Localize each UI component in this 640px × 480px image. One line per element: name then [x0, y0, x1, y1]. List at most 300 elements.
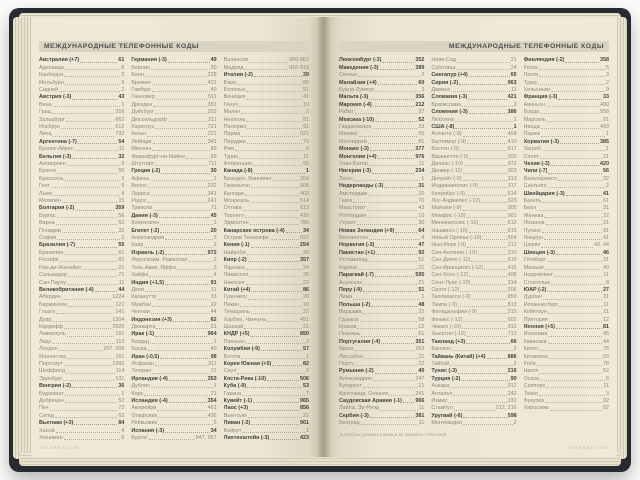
phone-code: 3	[421, 86, 425, 93]
country-code-row	[224, 435, 309, 442]
phone-code: 12	[418, 323, 425, 330]
phone-code: 254	[299, 242, 309, 249]
place-name: Австралия (+7)	[39, 57, 80, 64]
phone-code: 81	[418, 138, 425, 145]
place-name: Рейкьявик	[131, 420, 158, 427]
phone-code: 7	[305, 390, 309, 397]
dot-leader	[546, 106, 599, 107]
city-code-row	[39, 427, 124, 434]
country-code-row	[431, 375, 516, 382]
country-code-row	[339, 338, 424, 345]
place-name: Грац	[39, 109, 51, 116]
dot-leader	[361, 424, 418, 425]
codes-column-1	[39, 57, 124, 442]
city-code-row	[524, 361, 609, 368]
dot-leader	[467, 217, 507, 218]
phone-code: 721	[207, 123, 217, 130]
dot-leader	[267, 380, 299, 381]
phone-code: 305	[507, 205, 517, 212]
phone-code: 1	[305, 427, 309, 434]
place-name: Лозанна	[523, 220, 545, 227]
phone-code: 615	[507, 227, 517, 234]
country-code-row	[339, 250, 424, 257]
city-code-row	[431, 116, 516, 123]
place-name: Турин	[223, 153, 239, 160]
country-code-row	[431, 109, 516, 116]
dot-leader	[251, 424, 299, 425]
city-code-row	[431, 138, 516, 145]
phone-code: 20	[418, 190, 425, 197]
phone-code: 602	[507, 316, 517, 323]
phone-code: 11	[418, 420, 425, 427]
place-name: Хайфа	[131, 272, 149, 279]
dot-leader	[471, 284, 506, 285]
phone-code: 312	[507, 383, 517, 390]
dot-leader	[547, 261, 602, 262]
phone-code: 1	[213, 338, 217, 345]
country-code-row	[131, 427, 216, 434]
place-name: Будапешт	[39, 390, 64, 397]
phone-code: 92	[602, 398, 609, 404]
city-code-row	[131, 116, 216, 123]
dot-leader	[463, 417, 506, 418]
dot-leader	[540, 113, 599, 114]
city-code-row	[339, 383, 424, 390]
phone-code: 32	[118, 153, 125, 160]
city-code-row	[224, 353, 309, 360]
place-name: Нью-Йорк (-9)	[431, 242, 466, 249]
city-code-row	[431, 87, 516, 94]
city-code-row	[39, 198, 124, 205]
dot-leader	[539, 69, 605, 70]
country-code-row	[224, 398, 309, 405]
page-title-text: МЕЖДУНАРОДНЫЕ ТЕЛЕФОННЫЕ КОДЫ	[44, 43, 200, 50]
phone-code: 11	[511, 86, 517, 93]
country-code-row	[131, 279, 216, 286]
city-code-row	[431, 390, 516, 397]
phone-code: 972	[207, 249, 217, 256]
phone-code: 91	[602, 227, 609, 234]
dot-leader	[160, 232, 209, 233]
phone-code: 81	[118, 257, 125, 264]
place-name: Дюссельдорф	[131, 116, 167, 123]
place-name: Гданьск	[339, 316, 359, 323]
phone-code: 11	[418, 161, 425, 167]
place-name: Ирландия (-4)	[131, 375, 168, 382]
dot-leader	[463, 210, 507, 211]
phone-code: 51	[418, 286, 425, 293]
place-name: Сингапур (+4)	[431, 72, 468, 79]
phone-code: 81	[302, 116, 309, 123]
dot-leader	[363, 313, 418, 314]
place-name: Ханой	[39, 427, 55, 434]
phone-code: 40	[210, 346, 217, 353]
phone-code: 2	[513, 360, 517, 367]
phone-code: 358	[599, 57, 609, 64]
dot-leader	[545, 269, 602, 270]
dot-leader	[453, 395, 506, 396]
place-name: Саудовская Аравия (-1)	[339, 398, 402, 404]
dot-leader	[52, 343, 114, 344]
place-name: Феникс (-12)	[431, 316, 463, 323]
city-code-row	[39, 346, 124, 353]
city-code-row	[39, 79, 124, 86]
city-code-row	[39, 264, 124, 271]
phone-code: 2392	[112, 360, 125, 367]
phone-code: 2920	[112, 323, 125, 330]
dot-leader	[67, 165, 121, 166]
phone-code: 33	[418, 123, 425, 130]
phone-code: 207, 208	[103, 346, 125, 353]
dot-leader	[357, 328, 417, 329]
phone-code: 11	[118, 279, 125, 286]
dot-leader	[65, 402, 118, 403]
phone-code: 1	[513, 116, 517, 123]
place-name: Утрехт	[339, 220, 356, 227]
dot-leader	[538, 84, 605, 85]
dot-leader	[188, 261, 212, 262]
place-name: Чикаго (-10)	[431, 323, 462, 330]
city-code-row	[339, 390, 424, 397]
dot-leader	[363, 387, 417, 388]
phone-code: 1	[213, 383, 217, 390]
place-name: Гаага	[339, 198, 353, 205]
dot-leader	[74, 424, 117, 425]
place-name: Тегеран	[131, 368, 152, 375]
city-code-row	[39, 109, 124, 116]
city-code-row	[131, 294, 216, 301]
phone-code: 232	[207, 183, 217, 190]
place-name: Тайвань (Китай) (+4)	[431, 353, 486, 360]
place-name: Кельн	[131, 131, 147, 138]
dot-leader	[267, 321, 299, 322]
dot-leader	[541, 247, 593, 248]
place-name: Лаос (+3)	[223, 405, 249, 412]
dot-leader	[64, 76, 120, 77]
dot-leader	[65, 395, 121, 396]
phone-code: 9	[121, 183, 125, 190]
dot-leader	[240, 306, 302, 307]
place-name: Зальцбург	[39, 116, 65, 123]
city-code-row	[39, 190, 124, 197]
place-name: Мумбаи	[131, 301, 152, 308]
dot-leader	[177, 269, 213, 270]
dot-leader	[67, 336, 115, 337]
country-code-row	[224, 383, 309, 390]
place-name: Финляндия (-2)	[523, 57, 565, 64]
phone-code: 2	[513, 101, 517, 108]
phone-code: 58	[418, 316, 425, 323]
phone-code: 964	[207, 331, 217, 338]
place-name: Китакюсю	[523, 353, 549, 360]
place-name: Индия (+1,5)	[131, 279, 165, 286]
place-name: Люксембург (-3)	[339, 57, 382, 64]
phone-code: 65	[510, 72, 517, 79]
phone-code: 51	[418, 257, 425, 264]
country-code-row	[524, 287, 609, 294]
place-name: Германия (-3)	[131, 57, 167, 64]
city-code-row	[224, 79, 309, 86]
place-name: Неаполь	[223, 116, 246, 123]
dot-leader	[270, 439, 299, 440]
place-name: Ларнака	[223, 264, 245, 271]
dot-leader	[246, 284, 302, 285]
dot-leader	[244, 328, 302, 329]
place-name: Базель	[523, 198, 542, 205]
phone-code: 886	[507, 353, 517, 360]
country-code-row	[39, 420, 124, 427]
dot-leader	[249, 276, 302, 277]
dot-leader	[273, 180, 299, 181]
dot-leader	[403, 402, 414, 403]
dot-leader	[165, 432, 210, 433]
place-name: Ливан (-2)	[223, 420, 251, 427]
place-name: Хорватия (-3)	[523, 138, 559, 145]
dot-leader	[549, 336, 602, 337]
place-name: Багдад	[131, 338, 149, 345]
place-name: Нагоя	[523, 368, 539, 375]
dot-leader	[550, 410, 602, 411]
phone-code: 24	[302, 264, 309, 271]
phone-code: 43	[418, 205, 425, 212]
city-code-row	[524, 346, 609, 353]
city-code-row	[431, 294, 516, 301]
phone-code: 31	[602, 294, 609, 301]
country-code-row	[339, 153, 424, 160]
phone-code: 354	[207, 398, 217, 404]
city-code-row	[39, 309, 124, 316]
phone-code: 3	[121, 79, 125, 86]
city-code-row	[131, 309, 216, 316]
country-code-row	[431, 413, 516, 420]
notebook-cover	[9, 8, 631, 472]
place-name: Филадельфия (-9)	[431, 309, 477, 316]
place-name: Пловдив	[39, 227, 61, 234]
dot-leader	[382, 62, 414, 63]
city-code-row	[339, 176, 424, 183]
city-code-row	[431, 287, 516, 294]
place-name: Аделаида	[39, 64, 64, 71]
city-code-row	[431, 361, 516, 368]
dot-leader	[369, 165, 418, 166]
phone-code: 4	[121, 190, 125, 197]
time-difference-footnote: В скобках указана разница во времени с Москвой	[340, 432, 447, 437]
place-name: Мехико	[339, 131, 358, 138]
phone-code: 21	[602, 309, 609, 316]
dot-leader	[359, 136, 418, 137]
place-name: Линц	[39, 131, 52, 138]
country-code-row	[339, 368, 424, 375]
city-code-row	[224, 116, 309, 123]
spine-gutter	[317, 17, 331, 457]
dot-leader	[471, 261, 506, 262]
phone-code: 613	[299, 205, 309, 212]
country-code-row	[39, 94, 124, 101]
country-code-row	[224, 405, 309, 412]
country-code-row	[524, 57, 609, 64]
place-name: Брюгге	[39, 168, 57, 175]
place-name: Турку	[523, 79, 538, 86]
dot-leader	[368, 143, 417, 144]
dot-leader	[151, 195, 207, 196]
city-code-row	[524, 153, 609, 160]
phone-code: 493	[599, 123, 609, 130]
phone-code: 22	[210, 301, 217, 308]
place-name: Исфахан	[131, 360, 154, 367]
place-name: Гвадалахара	[339, 123, 372, 130]
phone-code: 30	[418, 220, 425, 227]
phone-code: 351	[207, 101, 217, 108]
phone-code: 121	[115, 301, 125, 308]
phone-code: 359	[115, 205, 125, 212]
phone-code: 850	[299, 331, 309, 338]
phone-code: 8	[605, 279, 609, 286]
phone-code: 91	[210, 279, 217, 286]
dot-leader	[72, 387, 117, 388]
dot-leader	[56, 432, 121, 433]
dot-leader	[59, 350, 103, 351]
dot-leader	[149, 276, 212, 277]
dot-leader	[159, 217, 210, 218]
dot-leader	[248, 261, 299, 262]
city-code-row	[431, 301, 516, 308]
dot-leader	[186, 158, 209, 159]
place-name: Ливерпуль	[39, 331, 66, 338]
dot-leader	[468, 99, 507, 100]
phone-code: 30	[210, 168, 217, 175]
phone-code: 3	[605, 390, 609, 397]
dot-leader	[554, 276, 602, 277]
dot-leader	[66, 373, 115, 374]
information-label-left: INFORMATION	[40, 446, 80, 450]
city-code-row	[224, 213, 309, 220]
country-code-row	[339, 287, 424, 294]
country-code-row	[339, 101, 424, 108]
phone-code: 253	[415, 346, 425, 353]
phone-code: 421	[207, 79, 217, 86]
place-name: Испания (-3)	[131, 427, 165, 434]
place-name: Сеул	[223, 368, 237, 375]
dot-leader	[469, 113, 507, 114]
country-code-row	[39, 383, 124, 390]
page-title-text: МЕЖДУНАРОДНЫЕ ТЕЛЕФОННЫЕ КОДЫ	[448, 43, 604, 50]
phone-code: 341	[207, 190, 217, 197]
place-name: Иокогама	[523, 331, 548, 338]
place-name: Измир	[431, 398, 448, 404]
place-name: Никосия	[223, 279, 245, 286]
city-code-row	[339, 361, 424, 368]
dot-leader	[469, 232, 507, 233]
phone-code: 36	[118, 383, 125, 390]
dot-leader	[548, 313, 602, 314]
place-name: Перу (-9)	[339, 286, 362, 293]
place-name: Лондон	[39, 346, 58, 353]
city-code-row	[224, 190, 309, 197]
phone-code: 1	[605, 131, 609, 138]
place-name: Таллахасси (-9)	[431, 294, 471, 301]
dot-leader	[370, 150, 414, 151]
place-name: Претория	[523, 316, 548, 323]
phone-code: 21	[418, 279, 425, 286]
phone-code: 221	[207, 131, 217, 138]
dot-leader	[168, 121, 207, 122]
city-code-row	[224, 131, 309, 138]
phone-code: 506	[299, 375, 309, 382]
place-name: Манчестер	[39, 353, 67, 360]
city-code-row	[524, 146, 609, 153]
city-code-row	[131, 176, 216, 183]
dot-leader	[165, 239, 212, 240]
dot-leader	[253, 402, 299, 403]
phone-code: 34	[210, 427, 217, 434]
phone-code: 69	[210, 153, 217, 160]
city-code-row	[339, 316, 424, 323]
city-code-row	[224, 413, 309, 420]
phone-code: 1	[213, 175, 217, 182]
dot-leader	[55, 417, 118, 418]
city-code-row	[224, 146, 309, 153]
place-name: Малайзия (+4)	[339, 79, 377, 86]
dot-leader	[548, 343, 602, 344]
phone-code: 24	[510, 64, 517, 71]
country-code-row	[524, 250, 609, 257]
phone-code: 11	[418, 405, 425, 412]
dot-leader	[64, 365, 112, 366]
city-code-row	[524, 309, 609, 316]
phone-code: 353	[207, 375, 217, 382]
city-code-row	[131, 338, 216, 345]
place-name: Познань	[339, 331, 361, 338]
dot-leader	[245, 217, 299, 218]
dot-leader	[245, 195, 299, 196]
dot-leader	[158, 417, 207, 418]
page-stack-edge-left	[13, 17, 33, 459]
city-code-row	[224, 272, 309, 279]
place-name: Лихтенштейн (-3)	[223, 435, 270, 442]
phone-code: 303	[507, 168, 517, 175]
place-name: Лимассол	[223, 272, 249, 279]
dot-leader	[357, 224, 417, 225]
dot-leader	[482, 239, 506, 240]
city-code-row	[431, 131, 516, 138]
dot-leader	[155, 128, 206, 129]
dot-leader	[376, 254, 417, 255]
phone-code: 49	[210, 57, 217, 64]
country-code-row	[339, 94, 424, 101]
place-name: Бордо	[523, 109, 540, 116]
city-code-row	[39, 324, 124, 331]
phone-code: 6	[305, 146, 309, 153]
place-name: Валенсия	[223, 57, 248, 64]
phone-code: 10	[302, 301, 309, 308]
phone-code: 558	[599, 109, 609, 116]
place-name: Бирмингем	[39, 301, 67, 308]
dot-leader	[161, 173, 210, 174]
dot-leader	[150, 180, 212, 181]
phone-code: 44	[602, 338, 609, 345]
place-name: Майами (-9)	[431, 205, 462, 212]
dot-leader	[250, 224, 299, 225]
city-code-row	[131, 405, 216, 412]
city-code-row	[224, 390, 309, 397]
phone-code: 22	[418, 360, 425, 367]
city-code-row	[431, 64, 516, 71]
phone-code: 313	[507, 175, 517, 182]
dot-leader	[237, 373, 305, 374]
city-code-row	[431, 250, 516, 257]
dot-leader	[479, 187, 507, 188]
city-code-row	[224, 368, 309, 375]
